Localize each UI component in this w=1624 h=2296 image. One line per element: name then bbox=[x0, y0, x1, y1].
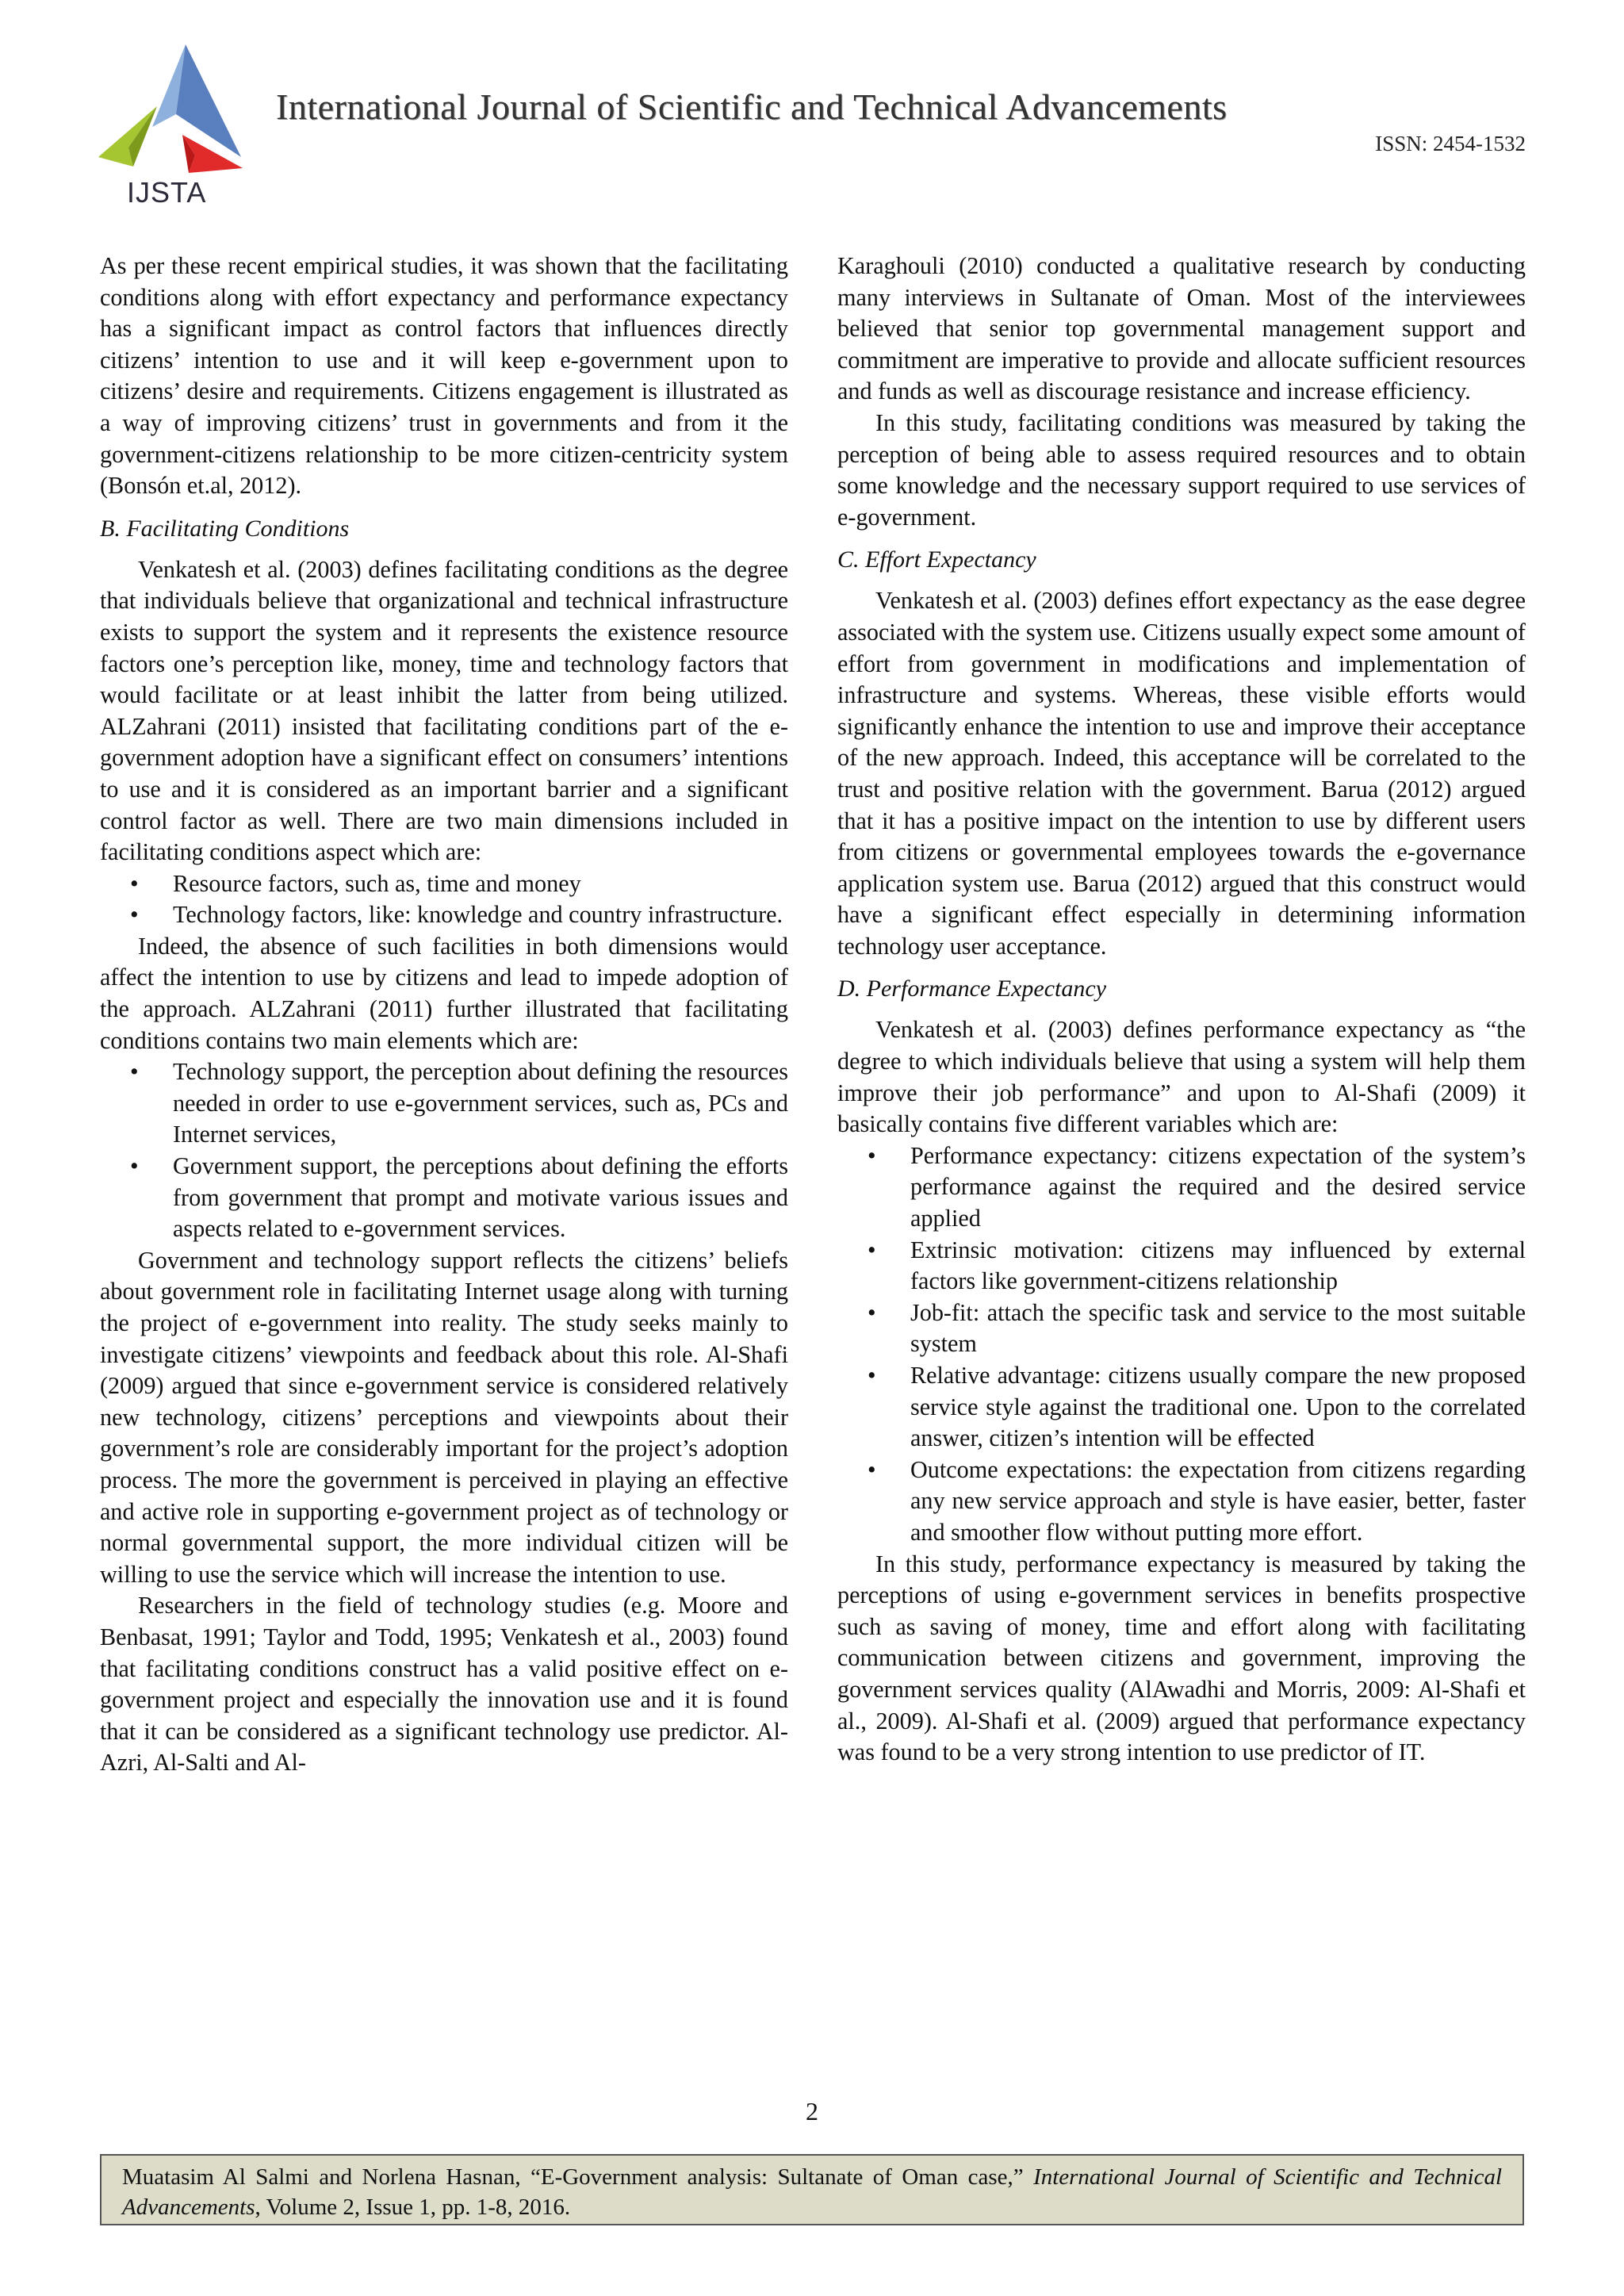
list-item-text: Technology support, the perception about defining the resources needed in order to use e-government services, such as, PCs and Internet services, bbox=[173, 1058, 788, 1148]
list-item-text: Performance expectancy: citizens expectation of the system’s performance against the required and the desired service applied bbox=[910, 1141, 1526, 1232]
list-item-text: Outcome expectations: the expectation from citizens regarding any new service approach and style is have easier, better, faster and smoother flow without putting more effort. bbox=[910, 1455, 1526, 1546]
logo-text: IJSTA bbox=[127, 176, 207, 209]
list-item bbox=[837, 1297, 1526, 1360]
list-item-text: Job-fit: attach the specific task and service to the most suitable system bbox=[910, 1298, 1526, 1358]
paragraph: As per these recent empirical studies, it was shown that the facilitating conditions along with effort expectancy and performance expectancy has a significant impact as control factors that influences directly citizens’ intention to use and it will keep e-government upon to citizens’ desire and requirements. Citizens engagement is illustrated as a way of improving citizens’ trust in governments and from it the government-citizens relationship to be more citizen-centricity system (Bonsón et.al, 2012). bbox=[100, 252, 788, 500]
paragraph: Indeed, the absence of such facilities in both dimensions would affect the intention to use by citizens and lead to impede adoption of the approach. ALZahrani (2011) further illustrated that facilitating conditions contains two main elements which are: bbox=[100, 932, 788, 1054]
bullet-icon: • bbox=[868, 1455, 876, 1483]
citation-journal: International Journal of Scientific and Technical Advancements bbox=[122, 2164, 1502, 2220]
bullet-icon: • bbox=[130, 1152, 139, 1180]
journal-title: International Journal of Scientific and Technical Advancements bbox=[276, 86, 1228, 127]
citation-box bbox=[100, 2154, 1524, 2225]
paragraph: In this study, facilitating conditions was measured by taking the perception of being able to assess required resources and to obtain some knowledge and the necessary support required to use services of e-government. bbox=[837, 408, 1526, 531]
paragraph: Government and technology support reflects the citizens’ beliefs about government role in facilitating Internet usage along with turning the project of e-government into reality. The study seeks mainly to investigate citizens’ viewpoints and feedback about this role. Al-Shafi (2009) argued that since e-government service is considered relatively new technology, citizens’ perceptions and viewpoints about their government’s role are considerably important for the project’s adoption process. The more the government is perceived in playing an effective and active role in supporting e-government project as of technology or normal governmental support, the more individual citizen will be willing to use the service which will increase the intention to use. bbox=[100, 1246, 788, 1588]
section-heading-c: C. Effort Expectancy bbox=[837, 546, 1036, 573]
list-item bbox=[837, 1140, 1526, 1235]
bullet-icon: • bbox=[868, 1362, 876, 1389]
list-item bbox=[837, 1360, 1526, 1455]
list-item bbox=[100, 899, 788, 931]
issn: ISSN: 2454-1532 bbox=[1375, 132, 1526, 155]
right-column bbox=[837, 251, 1526, 1769]
bullet-icon: • bbox=[868, 1298, 876, 1326]
list-item bbox=[837, 1455, 1526, 1549]
list-item bbox=[837, 1235, 1526, 1297]
bullet-icon: • bbox=[868, 1141, 876, 1169]
bullet-icon: • bbox=[868, 1236, 876, 1263]
left-column bbox=[100, 251, 788, 1779]
bullet-icon: • bbox=[130, 901, 139, 929]
list-item-text: Government support, the perceptions about defining the efforts from government that prompt and motivate various issues and aspects related to e-government services. bbox=[173, 1152, 788, 1243]
paragraph: Karaghouli (2010) conducted a qualitative research by conducting many interviews in Sultanate of Oman. Most of the interviewees believed that senior top governmental management support and commitment are imperative to provide and allocate sufficient resources and funds as well as discourage resistance and increase efficiency. bbox=[837, 252, 1526, 405]
bullet-list bbox=[100, 1056, 788, 1245]
paragraph: In this study, performance expectancy is measured by taking the perceptions of using e-government services in benefits prospective such as saving of money, time and effort along with facilitating communication between citizens and government, improving the government services quality (AlAwadhi and Morris, 2009: Al-Shafi et al., 2009). Al-Shafi et al. (2009) argued that performance expectancy was found to be a very strong intention to use predictor of IT. bbox=[837, 1550, 1526, 1766]
paragraph: Venkatesh et al. (2003) defines effort expectancy as the ease degree associated with the system use. Citizens usually expect some amount of effort from government in modifications and implementation of infrastructure and systems. Whereas, these visible efforts would significantly enhance the intention to use and improve their acceptance of the new approach. Indeed, this acceptance will be correlated to the trust and positive relation with the government. Barua (2012) argued that it has a positive impact on the intention to use by different users from citizens or governmental employees towards the e-governance application system use. Barua (2012) argued that this construct would have a significant effect especially in determining information technology user acceptance. bbox=[837, 587, 1526, 960]
citation-details: , Volume 2, Issue 1, pp. 1-8, 2016. bbox=[255, 2194, 571, 2220]
paragraph: Researchers in the field of technology studies (e.g. Moore and Benbasat, 1991; Taylor and Todd, 1995; Venkatesh et al., 2003) found that facilitating conditions construct has a valid positive effect on e-government project and especially the innovation use and it is found that it can be considered as a significant technology use predictor. Al-Azri, Al-Salti and Al- bbox=[100, 1592, 788, 1777]
list-item-text: Resource factors, such as, time and money bbox=[173, 869, 581, 897]
bullet-list bbox=[837, 1140, 1526, 1549]
list-item bbox=[100, 1151, 788, 1245]
list-item-text: Technology factors, like: knowledge and country infrastructure. bbox=[173, 901, 783, 929]
bullet-icon: • bbox=[130, 869, 139, 897]
list-item-text: Extrinsic motivation: citizens may influenced by external factors like government-citizens relationship bbox=[910, 1236, 1526, 1295]
section-heading-b: B. Facilitating Conditions bbox=[100, 515, 350, 542]
citation-authors-title: Muatasim Al Salmi and Norlena Hasnan, “E-Government analysis: Sultanate of Oman case,” bbox=[122, 2164, 1034, 2190]
page-number: 2 bbox=[806, 2097, 818, 2125]
list-item-text: Relative advantage: citizens usually compare the new proposed service style against the traditional one. Upon to the correlated answer, citizen’s intention will be effected bbox=[910, 1362, 1526, 1452]
paragraph: Venkatesh et al. (2003) defines performance expectancy as “the degree to which individuals believe that using a system will help them improve their job performance” and upon to Al-Shafi (2009) it basically contains five different variables which are: bbox=[837, 1016, 1526, 1138]
list-item bbox=[100, 868, 788, 900]
paragraph: Venkatesh et al. (2003) defines facilitating conditions as the degree that individuals believe that organizational and technical infrastructure exists to support the system and it represents the existence resource factors one’s perception like, money, time and technology factors that would facilitate or at least inhibit the latter from being utilized. ALZahrani (2011) insisted that facilitating conditions part of the e-government adoption have a significant effect on consumers’ intentions to use and it is considered as an important barrier and a significant control factor as well. There are two main dimensions included in facilitating conditions aspect which are: bbox=[100, 555, 788, 866]
bullet-icon: • bbox=[130, 1058, 139, 1086]
section-heading-d: D. Performance Expectancy bbox=[837, 976, 1107, 1002]
list-item bbox=[100, 1056, 788, 1151]
bullet-list bbox=[100, 868, 788, 931]
